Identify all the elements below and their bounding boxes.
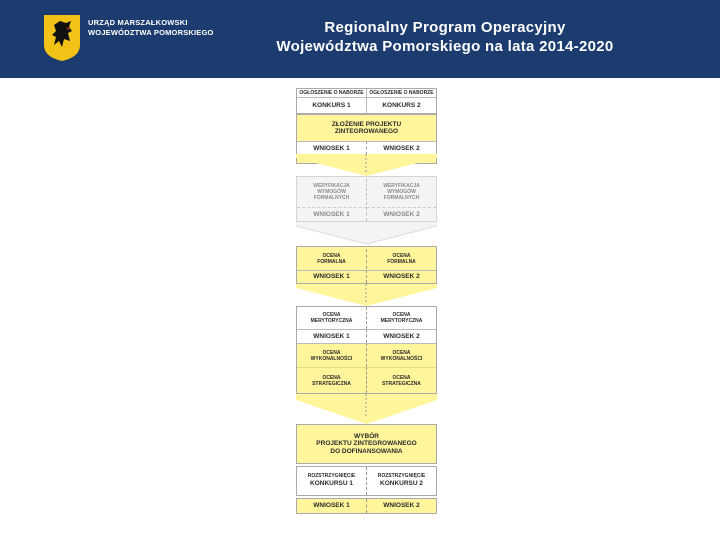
down-arrow-icon — [296, 222, 437, 244]
execution-right-line-1: OCENA — [392, 349, 411, 356]
verification-right-line-1: WERYFIKACJA — [383, 183, 420, 189]
final-wniosek-2: WNIOSEK 2 — [383, 502, 420, 510]
org-line-2: WOJEWÓDZTWA POMORSKIEGO — [88, 28, 214, 37]
konkurs-1-label: KONKURS 1 — [297, 98, 367, 113]
strategic-right-line-2: STRATEGICZNA — [382, 380, 421, 387]
down-arrow-icon — [296, 394, 437, 424]
final-wniosek-1: WNIOSEK 1 — [297, 499, 367, 513]
title-line-2: Województwa Pomorskiego na lata 2014-2020 — [276, 38, 614, 55]
execution-left-line-2: WYKONALNOŚCI — [310, 355, 353, 362]
verification-right — [367, 179, 436, 205]
merit-left-line-2: MERYTORYCZNA — [310, 318, 353, 324]
submission-line-1: ZŁOŻENIE PROJEKTU — [331, 120, 402, 128]
merit-assessment-block — [296, 306, 437, 394]
execution-left — [297, 343, 367, 367]
strategic-left-line-2: STRATEGICZNA — [312, 380, 351, 387]
merit-right-line-2: MERYTORYCZNA — [380, 318, 423, 324]
verification-right-line-3: FORMALNYCH — [383, 195, 420, 201]
title-line-1: Regionalny Program Operacyjny — [324, 19, 566, 36]
merit-wniosek-2: WNIOSEK 2 — [367, 329, 436, 343]
formal-left-line-1: OCENA — [322, 253, 341, 259]
formal-right — [367, 249, 436, 269]
selection-line-3: DO DOFINANSOWANIA — [330, 447, 403, 455]
resolution-block — [296, 466, 437, 496]
formal-right-line-1: OCENA — [392, 253, 411, 259]
strategic-right-line-1: OCENA — [392, 374, 411, 381]
announcement-block — [296, 88, 437, 114]
execution-right — [367, 343, 436, 367]
strategic-left — [297, 367, 367, 393]
merit-wniosek-1: WNIOSEK 1 — [297, 329, 367, 343]
merit-left-line-1: OCENA — [322, 312, 341, 318]
selection-line-2: PROJEKTU ZINTEGROWANEGO — [316, 440, 417, 448]
merit-left — [297, 307, 367, 329]
formal-left — [297, 249, 367, 269]
verification-block — [296, 176, 437, 222]
page-title — [0, 18, 720, 56]
merit-right — [367, 307, 436, 329]
final-applications-block — [296, 498, 437, 514]
verification-left — [297, 179, 367, 205]
strategic-left-line-1: OCENA — [322, 374, 341, 381]
resolution-right — [367, 467, 436, 495]
execution-right-line-2: WYKONALNOŚCI — [380, 355, 423, 362]
formal-left-line-2: FORMALNA — [317, 259, 346, 265]
resolution-left — [297, 467, 367, 495]
resolution-right-line-1: ROZSTRZYGNIĘCIE — [377, 473, 426, 479]
verification-left-line-1: WERYFIKACJA — [313, 183, 350, 189]
wniosek-2-label: WNIOSEK 2 — [367, 141, 436, 155]
org-line-1: URZĄD MARSZAŁKOWSKI — [88, 18, 188, 27]
selection-line-1: WYBÓR — [354, 432, 379, 440]
formal-assessment-block — [296, 246, 437, 284]
resolution-left-line-1: ROZSTRZYGNIĘCIE — [307, 473, 356, 479]
konkurs-2-label: KONKURS 2 — [382, 101, 421, 109]
merit-right-line-1: OCENA — [392, 312, 411, 318]
selection-block — [296, 424, 437, 464]
verification-right-line-2: WYMOGÓW — [387, 189, 416, 195]
verification-left-line-2: WYMOGÓW — [317, 189, 346, 195]
down-arrow-icon — [296, 284, 437, 306]
formal-right-line-2: FORMALNA — [387, 259, 416, 265]
verification-left-line-3: FORMALNYCH — [313, 195, 350, 201]
announcement-right: OGŁOSZENIE O NABORZE — [367, 89, 436, 98]
verification-wniosek-1: WNIOSEK 1 — [297, 207, 367, 221]
submission-line-2: ZINTEGROWANEGO — [334, 128, 399, 135]
verification-wniosek-2: WNIOSEK 2 — [367, 207, 436, 221]
wniosek-1-label: WNIOSEK 1 — [297, 141, 367, 155]
resolution-left-line-2: KONKURSU 1 — [310, 480, 353, 487]
announcement-left: OGŁOSZENIE O NABORZE — [297, 89, 367, 98]
formal-wniosek-1: WNIOSEK 1 — [297, 270, 367, 283]
submission-title — [297, 117, 436, 139]
header-bar — [0, 0, 720, 78]
selection-title — [297, 427, 436, 461]
formal-wniosek-2: WNIOSEK 2 — [367, 270, 436, 283]
resolution-right-line-2: KONKURSU 2 — [380, 480, 423, 487]
down-arrow-icon — [296, 154, 437, 176]
execution-left-line-1: OCENA — [322, 349, 341, 356]
strategic-right — [367, 367, 436, 393]
